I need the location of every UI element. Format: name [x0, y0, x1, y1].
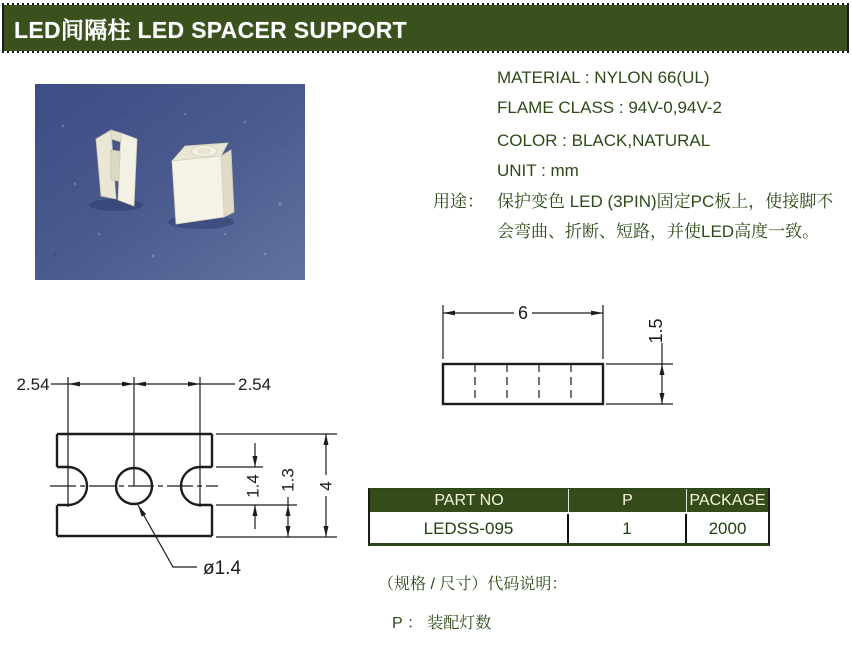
footer-note: （规格 / 尺寸）代码说明：	[378, 576, 568, 593]
col-header-p: P	[569, 489, 687, 512]
header-bar	[2, 3, 849, 53]
spacer-right	[168, 143, 234, 229]
col-header-part-no: PART NO	[370, 489, 569, 512]
dim-height-value: 4	[316, 481, 336, 491]
side-view-drawing	[395, 295, 685, 417]
product-photo	[35, 84, 305, 280]
dim-pitch	[16, 375, 271, 507]
usage-line-2: 会弯曲、折断、短路，并使LED高度一致。	[497, 222, 820, 241]
page-title: LED间隔柱 LED SPACER SUPPORT	[14, 16, 407, 43]
hole-dia-label: ø1.4	[203, 558, 242, 579]
cell-part-no: LEDSS-095	[370, 514, 569, 543]
product-photo-image	[35, 84, 305, 280]
hole-dia-leader	[138, 505, 241, 579]
side-view-hidden-lines	[475, 364, 571, 404]
spec-flame-class: FLAME CLASS : 94V-0,94V-2	[497, 98, 722, 117]
dim-width	[443, 303, 603, 359]
spec-material: MATERIAL : NYLON 66(UL)	[497, 68, 710, 87]
cell-p: 1	[569, 514, 687, 543]
photo-background	[35, 84, 305, 280]
spec-color: COLOR : BLACK,NATURAL	[497, 131, 711, 150]
dim-pitch-right-value: 2.54	[238, 375, 272, 394]
top-view-drawing	[5, 368, 355, 593]
dim-thickness	[606, 318, 673, 404]
header-bar-inner	[4, 5, 847, 51]
dim-hole-value: 1.4	[243, 474, 263, 498]
parts-table	[368, 488, 770, 546]
dim-edge-value: 1.3	[278, 468, 298, 492]
dim-edge	[278, 464, 297, 537]
side-view-body	[443, 364, 603, 404]
usage-label: 用途：	[433, 192, 484, 211]
usage-line-1: 保护变色 LED (3PIN)固定PC板上，使接脚不	[497, 192, 834, 211]
footer-legend: P ： 装配灯数	[392, 615, 492, 632]
dim-thickness-value: 1.5	[646, 318, 666, 344]
dim-height	[216, 434, 337, 537]
dim-pitch-left-value: 2.54	[16, 375, 50, 394]
cell-package: 2000	[708, 518, 747, 538]
parts-table-header	[370, 489, 768, 512]
table-row	[370, 512, 768, 543]
col-header-package: PACKAGE	[689, 491, 766, 509]
dim-width-value: 6	[517, 303, 529, 323]
spec-unit: UNIT : mm	[497, 161, 579, 180]
